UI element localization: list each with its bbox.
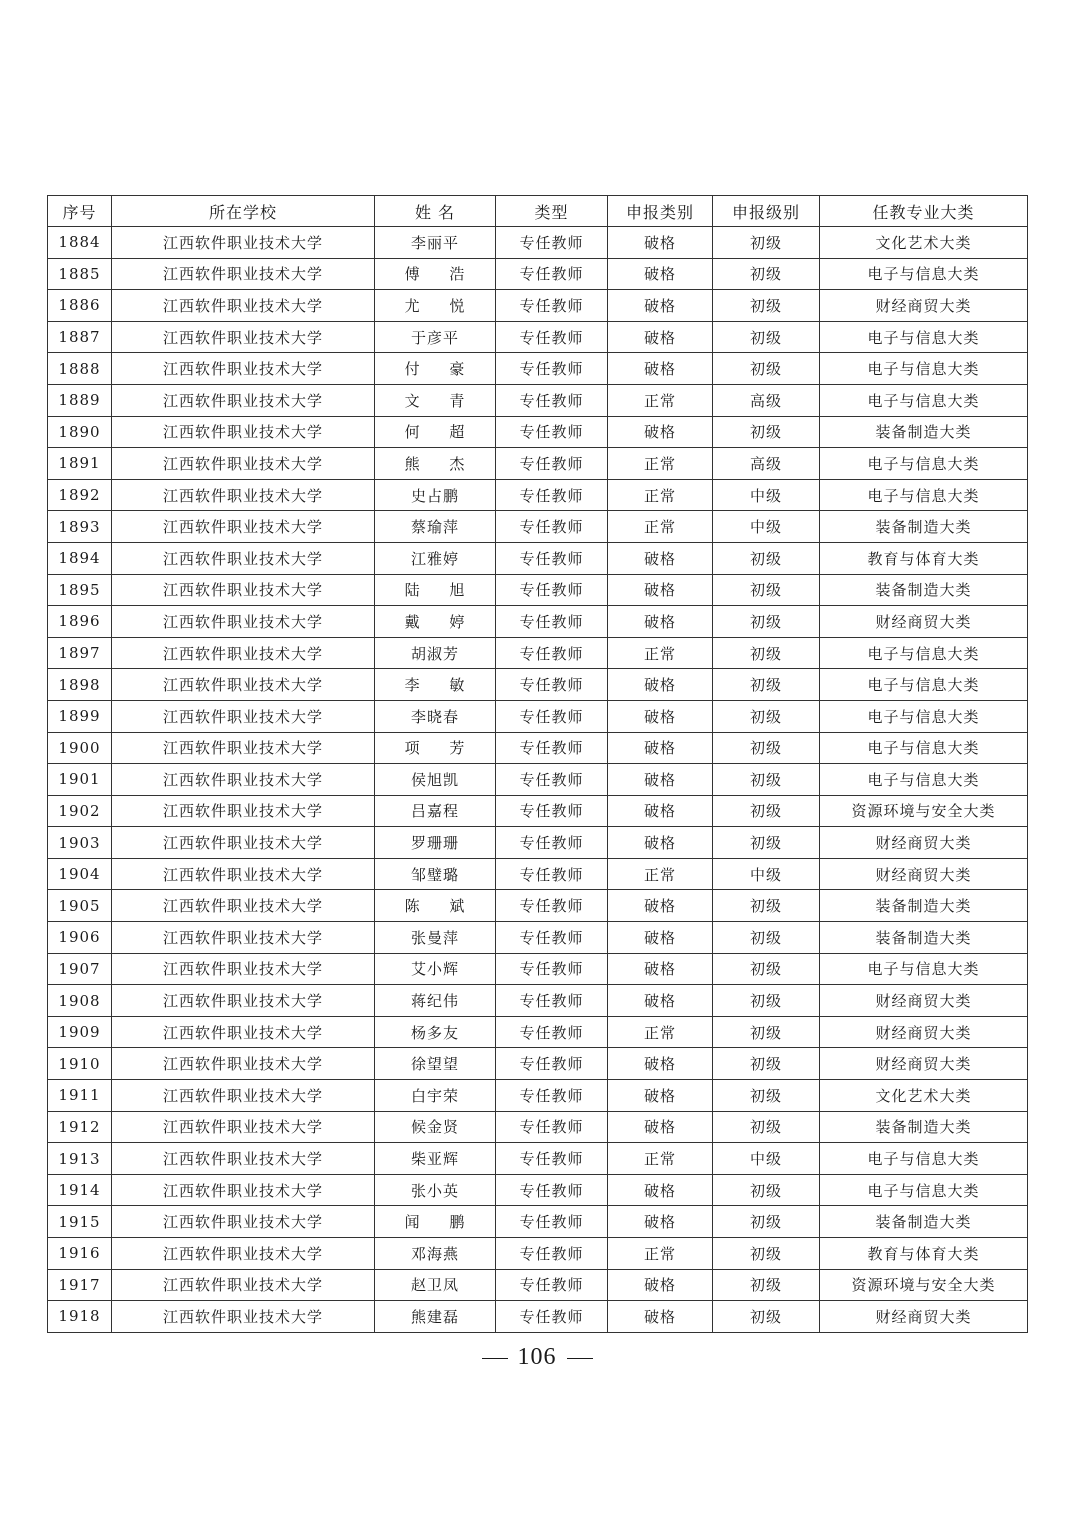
cell-application-level: 中级 — [713, 511, 820, 543]
cell-name: 吕嘉程 — [375, 795, 496, 827]
cell-school: 江西软件职业技术大学 — [112, 827, 375, 859]
cell-teaching-major: 装备制造大类 — [820, 416, 1028, 448]
cell-type: 专任教师 — [496, 764, 608, 796]
cell-teaching-major: 财经商贸大类 — [820, 858, 1028, 890]
cell-type: 专任教师 — [496, 1269, 608, 1301]
cell-application-level: 初级 — [713, 1301, 820, 1333]
cell-type: 专任教师 — [496, 258, 608, 290]
cell-serial-number: 1895 — [48, 574, 112, 606]
cell-type: 专任教师 — [496, 1111, 608, 1143]
cell-application-level: 初级 — [713, 669, 820, 701]
cell-teaching-major: 电子与信息大类 — [820, 764, 1028, 796]
cell-school: 江西软件职业技术大学 — [112, 448, 375, 480]
header-application-level: 申报级别 — [713, 196, 820, 227]
cell-type: 专任教师 — [496, 669, 608, 701]
cell-name: 李晓春 — [375, 700, 496, 732]
cell-application-category: 破格 — [608, 1080, 713, 1112]
cell-application-level: 高级 — [713, 384, 820, 416]
cell-school: 江西软件职业技术大学 — [112, 542, 375, 574]
page-number: 106 — [517, 1344, 557, 1370]
table-row — [48, 1269, 1028, 1301]
cell-teaching-major: 电子与信息大类 — [820, 479, 1028, 511]
table-row — [48, 353, 1028, 385]
cell-teaching-major: 装备制造大类 — [820, 922, 1028, 954]
cell-name: 熊 杰 — [375, 448, 496, 480]
cell-application-category: 正常 — [608, 448, 713, 480]
cell-serial-number: 1909 — [48, 1016, 112, 1048]
cell-serial-number: 1886 — [48, 290, 112, 322]
cell-type: 专任教师 — [496, 574, 608, 606]
cell-serial-number: 1912 — [48, 1111, 112, 1143]
cell-application-level: 初级 — [713, 700, 820, 732]
cell-type: 专任教师 — [496, 827, 608, 859]
table-row — [48, 858, 1028, 890]
table-row — [48, 890, 1028, 922]
cell-teaching-major: 文化艺术大类 — [820, 227, 1028, 259]
cell-serial-number: 1910 — [48, 1048, 112, 1080]
header-serial-number: 序号 — [48, 196, 112, 227]
cell-application-category: 破格 — [608, 922, 713, 954]
footer-dash-right — [567, 1358, 593, 1359]
cell-name: 邹璧璐 — [375, 858, 496, 890]
cell-type: 专任教师 — [496, 1238, 608, 1270]
cell-application-level: 初级 — [713, 1016, 820, 1048]
cell-name: 戴 婷 — [375, 606, 496, 638]
cell-name: 熊建磊 — [375, 1301, 496, 1333]
cell-application-category: 破格 — [608, 953, 713, 985]
cell-type: 专任教师 — [496, 922, 608, 954]
cell-application-level: 初级 — [713, 637, 820, 669]
cell-name: 何 超 — [375, 416, 496, 448]
cell-name: 蔡瑜萍 — [375, 511, 496, 543]
cell-serial-number: 1889 — [48, 384, 112, 416]
cell-application-level: 初级 — [713, 290, 820, 322]
cell-application-category: 破格 — [608, 290, 713, 322]
cell-application-category: 破格 — [608, 1206, 713, 1238]
table-row — [48, 542, 1028, 574]
cell-application-category: 破格 — [608, 574, 713, 606]
cell-serial-number: 1893 — [48, 511, 112, 543]
cell-application-level: 初级 — [713, 732, 820, 764]
cell-application-category: 破格 — [608, 827, 713, 859]
cell-application-level: 初级 — [713, 1206, 820, 1238]
cell-school: 江西软件职业技术大学 — [112, 479, 375, 511]
cell-serial-number: 1898 — [48, 669, 112, 701]
cell-application-category: 破格 — [608, 669, 713, 701]
cell-teaching-major: 电子与信息大类 — [820, 448, 1028, 480]
table-row — [48, 384, 1028, 416]
cell-application-level: 高级 — [713, 448, 820, 480]
table-row — [48, 574, 1028, 606]
cell-serial-number: 1918 — [48, 1301, 112, 1333]
cell-application-level: 初级 — [713, 764, 820, 796]
cell-application-level: 初级 — [713, 795, 820, 827]
cell-type: 专任教师 — [496, 511, 608, 543]
cell-teaching-major: 装备制造大类 — [820, 1111, 1028, 1143]
cell-teaching-major: 装备制造大类 — [820, 511, 1028, 543]
cell-application-level: 初级 — [713, 227, 820, 259]
cell-application-level: 初级 — [713, 985, 820, 1017]
cell-school: 江西软件职业技术大学 — [112, 795, 375, 827]
cell-application-category: 破格 — [608, 258, 713, 290]
cell-name: 白宇荣 — [375, 1080, 496, 1112]
cell-school: 江西软件职业技术大学 — [112, 384, 375, 416]
cell-school: 江西软件职业技术大学 — [112, 732, 375, 764]
cell-school: 江西软件职业技术大学 — [112, 606, 375, 638]
cell-school: 江西软件职业技术大学 — [112, 1238, 375, 1270]
table-row — [48, 732, 1028, 764]
footer-dash-left — [482, 1358, 508, 1359]
cell-name: 胡淑芳 — [375, 637, 496, 669]
cell-serial-number: 1897 — [48, 637, 112, 669]
table-row — [48, 290, 1028, 322]
cell-application-level: 初级 — [713, 1048, 820, 1080]
table-row — [48, 669, 1028, 701]
cell-serial-number: 1904 — [48, 858, 112, 890]
cell-school: 江西软件职业技术大学 — [112, 1174, 375, 1206]
cell-name: 陆 旭 — [375, 574, 496, 606]
cell-application-level: 初级 — [713, 922, 820, 954]
cell-type: 专任教师 — [496, 542, 608, 574]
table-row — [48, 416, 1028, 448]
cell-school: 江西软件职业技术大学 — [112, 1269, 375, 1301]
cell-type: 专任教师 — [496, 985, 608, 1017]
cell-type: 专任教师 — [496, 732, 608, 764]
cell-application-level: 初级 — [713, 321, 820, 353]
cell-application-level: 中级 — [713, 1143, 820, 1175]
cell-teaching-major: 装备制造大类 — [820, 890, 1028, 922]
cell-teaching-major: 电子与信息大类 — [820, 258, 1028, 290]
cell-name: 柴亚辉 — [375, 1143, 496, 1175]
cell-application-category: 正常 — [608, 637, 713, 669]
cell-teaching-major: 电子与信息大类 — [820, 353, 1028, 385]
cell-type: 专任教师 — [496, 321, 608, 353]
cell-school: 江西软件职业技术大学 — [112, 574, 375, 606]
cell-application-category: 破格 — [608, 542, 713, 574]
cell-school: 江西软件职业技术大学 — [112, 1111, 375, 1143]
table-row — [48, 1174, 1028, 1206]
table-row — [48, 511, 1028, 543]
cell-school: 江西软件职业技术大学 — [112, 1206, 375, 1238]
cell-name: 陈 斌 — [375, 890, 496, 922]
cell-school: 江西软件职业技术大学 — [112, 700, 375, 732]
cell-serial-number: 1911 — [48, 1080, 112, 1112]
table-row — [48, 321, 1028, 353]
cell-serial-number: 1902 — [48, 795, 112, 827]
table-row — [48, 700, 1028, 732]
cell-application-category: 破格 — [608, 700, 713, 732]
cell-name: 侯旭凯 — [375, 764, 496, 796]
cell-name: 赵卫凤 — [375, 1269, 496, 1301]
cell-application-category: 正常 — [608, 1143, 713, 1175]
cell-application-category: 破格 — [608, 606, 713, 638]
cell-teaching-major: 电子与信息大类 — [820, 384, 1028, 416]
cell-serial-number: 1899 — [48, 700, 112, 732]
cell-type: 专任教师 — [496, 858, 608, 890]
cell-type: 专任教师 — [496, 1206, 608, 1238]
cell-serial-number: 1914 — [48, 1174, 112, 1206]
cell-application-category: 破格 — [608, 227, 713, 259]
cell-type: 专任教师 — [496, 1143, 608, 1175]
cell-application-level: 初级 — [713, 1080, 820, 1112]
cell-serial-number: 1896 — [48, 606, 112, 638]
cell-name: 李丽平 — [375, 227, 496, 259]
cell-school: 江西软件职业技术大学 — [112, 890, 375, 922]
cell-name: 尤 悦 — [375, 290, 496, 322]
table-row — [48, 258, 1028, 290]
cell-teaching-major: 装备制造大类 — [820, 574, 1028, 606]
cell-school: 江西软件职业技术大学 — [112, 416, 375, 448]
table-row — [48, 1238, 1028, 1270]
cell-serial-number: 1907 — [48, 953, 112, 985]
cell-serial-number: 1900 — [48, 732, 112, 764]
cell-application-level: 初级 — [713, 574, 820, 606]
header-teaching-major: 任教专业大类 — [820, 196, 1028, 227]
cell-serial-number: 1917 — [48, 1269, 112, 1301]
cell-application-category: 正常 — [608, 1238, 713, 1270]
table-body — [48, 227, 1028, 1333]
cell-serial-number: 1906 — [48, 922, 112, 954]
cell-teaching-major: 电子与信息大类 — [820, 700, 1028, 732]
cell-application-category: 正常 — [608, 858, 713, 890]
cell-teaching-major: 教育与体育大类 — [820, 542, 1028, 574]
cell-school: 江西软件职业技术大学 — [112, 858, 375, 890]
cell-school: 江西软件职业技术大学 — [112, 985, 375, 1017]
cell-teaching-major: 电子与信息大类 — [820, 637, 1028, 669]
cell-type: 专任教师 — [496, 1080, 608, 1112]
cell-name: 张曼萍 — [375, 922, 496, 954]
cell-application-category: 破格 — [608, 321, 713, 353]
cell-teaching-major: 财经商贸大类 — [820, 985, 1028, 1017]
cell-type: 专任教师 — [496, 953, 608, 985]
cell-application-category: 破格 — [608, 1174, 713, 1206]
cell-application-category: 破格 — [608, 1048, 713, 1080]
cell-application-level: 初级 — [713, 416, 820, 448]
cell-school: 江西软件职业技术大学 — [112, 1143, 375, 1175]
cell-serial-number: 1892 — [48, 479, 112, 511]
cell-application-category: 破格 — [608, 764, 713, 796]
cell-type: 专任教师 — [496, 795, 608, 827]
cell-teaching-major: 电子与信息大类 — [820, 953, 1028, 985]
cell-name: 蒋纪伟 — [375, 985, 496, 1017]
cell-application-category: 破格 — [608, 732, 713, 764]
cell-school: 江西软件职业技术大学 — [112, 953, 375, 985]
cell-application-level: 初级 — [713, 890, 820, 922]
table-row — [48, 1301, 1028, 1333]
cell-serial-number: 1887 — [48, 321, 112, 353]
table-row — [48, 448, 1028, 480]
cell-teaching-major: 财经商贸大类 — [820, 1016, 1028, 1048]
cell-serial-number: 1890 — [48, 416, 112, 448]
cell-serial-number: 1901 — [48, 764, 112, 796]
cell-application-category: 破格 — [608, 1111, 713, 1143]
cell-application-level: 中级 — [713, 479, 820, 511]
cell-serial-number: 1903 — [48, 827, 112, 859]
cell-teaching-major: 财经商贸大类 — [820, 606, 1028, 638]
table-row — [48, 479, 1028, 511]
cell-application-category: 破格 — [608, 795, 713, 827]
cell-application-level: 初级 — [713, 542, 820, 574]
header-application-category: 申报类别 — [608, 196, 713, 227]
cell-application-category: 正常 — [608, 1016, 713, 1048]
table-header-row — [48, 196, 1028, 227]
cell-application-level: 初级 — [713, 353, 820, 385]
table-row — [48, 922, 1028, 954]
cell-school: 江西软件职业技术大学 — [112, 922, 375, 954]
cell-application-category: 破格 — [608, 890, 713, 922]
page-footer — [0, 1344, 1074, 1378]
cell-name: 傅 浩 — [375, 258, 496, 290]
cell-serial-number: 1888 — [48, 353, 112, 385]
cell-application-level: 初级 — [713, 1238, 820, 1270]
cell-application-level: 中级 — [713, 858, 820, 890]
cell-type: 专任教师 — [496, 637, 608, 669]
cell-application-category: 破格 — [608, 416, 713, 448]
cell-name: 文 青 — [375, 384, 496, 416]
cell-name: 罗珊珊 — [375, 827, 496, 859]
cell-serial-number: 1891 — [48, 448, 112, 480]
table-row — [48, 1206, 1028, 1238]
cell-application-level: 初级 — [713, 827, 820, 859]
cell-type: 专任教师 — [496, 416, 608, 448]
cell-school: 江西软件职业技术大学 — [112, 511, 375, 543]
cell-teaching-major: 资源环境与安全大类 — [820, 1269, 1028, 1301]
cell-name: 徐望望 — [375, 1048, 496, 1080]
cell-type: 专任教师 — [496, 700, 608, 732]
cell-school: 江西软件职业技术大学 — [112, 258, 375, 290]
cell-school: 江西软件职业技术大学 — [112, 1301, 375, 1333]
cell-school: 江西软件职业技术大学 — [112, 1048, 375, 1080]
cell-serial-number: 1908 — [48, 985, 112, 1017]
cell-school: 江西软件职业技术大学 — [112, 764, 375, 796]
table-row — [48, 227, 1028, 259]
cell-teaching-major: 资源环境与安全大类 — [820, 795, 1028, 827]
cell-application-category: 正常 — [608, 511, 713, 543]
cell-application-level: 初级 — [713, 258, 820, 290]
table-row — [48, 1111, 1028, 1143]
cell-application-category: 正常 — [608, 479, 713, 511]
table-row — [48, 1016, 1028, 1048]
cell-teaching-major: 电子与信息大类 — [820, 321, 1028, 353]
cell-school: 江西软件职业技术大学 — [112, 1016, 375, 1048]
cell-school: 江西软件职业技术大学 — [112, 637, 375, 669]
cell-name: 付 豪 — [375, 353, 496, 385]
cell-serial-number: 1913 — [48, 1143, 112, 1175]
cell-type: 专任教师 — [496, 448, 608, 480]
cell-teaching-major: 电子与信息大类 — [820, 732, 1028, 764]
cell-serial-number: 1884 — [48, 227, 112, 259]
cell-type: 专任教师 — [496, 1174, 608, 1206]
cell-type: 专任教师 — [496, 606, 608, 638]
cell-type: 专任教师 — [496, 290, 608, 322]
cell-name: 江雅婷 — [375, 542, 496, 574]
cell-application-category: 破格 — [608, 1269, 713, 1301]
cell-teaching-major: 电子与信息大类 — [820, 669, 1028, 701]
cell-name: 张小英 — [375, 1174, 496, 1206]
header-type: 类型 — [496, 196, 608, 227]
cell-teaching-major: 财经商贸大类 — [820, 290, 1028, 322]
cell-teaching-major: 财经商贸大类 — [820, 827, 1028, 859]
table-row — [48, 606, 1028, 638]
cell-application-category: 破格 — [608, 353, 713, 385]
table-row — [48, 1048, 1028, 1080]
cell-name: 史占鹏 — [375, 479, 496, 511]
cell-name: 项 芳 — [375, 732, 496, 764]
cell-type: 专任教师 — [496, 1016, 608, 1048]
cell-serial-number: 1915 — [48, 1206, 112, 1238]
cell-serial-number: 1916 — [48, 1238, 112, 1270]
table-row — [48, 1143, 1028, 1175]
table-row — [48, 637, 1028, 669]
table-row — [48, 764, 1028, 796]
cell-application-level: 初级 — [713, 1269, 820, 1301]
cell-teaching-major: 电子与信息大类 — [820, 1143, 1028, 1175]
cell-application-level: 初级 — [713, 953, 820, 985]
cell-name: 邓海燕 — [375, 1238, 496, 1270]
cell-school: 江西软件职业技术大学 — [112, 290, 375, 322]
cell-type: 专任教师 — [496, 479, 608, 511]
cell-teaching-major: 电子与信息大类 — [820, 1174, 1028, 1206]
table-row — [48, 953, 1028, 985]
cell-serial-number: 1894 — [48, 542, 112, 574]
cell-school: 江西软件职业技术大学 — [112, 321, 375, 353]
cell-application-category: 破格 — [608, 985, 713, 1017]
cell-teaching-major: 财经商贸大类 — [820, 1301, 1028, 1333]
cell-type: 专任教师 — [496, 227, 608, 259]
cell-application-level: 初级 — [713, 1174, 820, 1206]
cell-teaching-major: 教育与体育大类 — [820, 1238, 1028, 1270]
cell-type: 专任教师 — [496, 353, 608, 385]
cell-serial-number: 1885 — [48, 258, 112, 290]
cell-type: 专任教师 — [496, 1301, 608, 1333]
cell-type: 专任教师 — [496, 1048, 608, 1080]
cell-application-level: 初级 — [713, 1111, 820, 1143]
cell-name: 艾小辉 — [375, 953, 496, 985]
cell-name: 候金贤 — [375, 1111, 496, 1143]
cell-school: 江西软件职业技术大学 — [112, 669, 375, 701]
cell-application-level: 初级 — [713, 606, 820, 638]
table-row — [48, 1080, 1028, 1112]
cell-teaching-major: 财经商贸大类 — [820, 1048, 1028, 1080]
table-row — [48, 985, 1028, 1017]
cell-serial-number: 1905 — [48, 890, 112, 922]
table-row — [48, 795, 1028, 827]
cell-name: 杨多友 — [375, 1016, 496, 1048]
cell-teaching-major: 文化艺术大类 — [820, 1080, 1028, 1112]
cell-type: 专任教师 — [496, 384, 608, 416]
cell-application-category: 破格 — [608, 1301, 713, 1333]
cell-school: 江西软件职业技术大学 — [112, 353, 375, 385]
cell-name: 李 敏 — [375, 669, 496, 701]
cell-type: 专任教师 — [496, 890, 608, 922]
header-school: 所在学校 — [112, 196, 375, 227]
header-name: 姓 名 — [375, 196, 496, 227]
roster-table — [47, 195, 1028, 1333]
cell-name: 闻 鹏 — [375, 1206, 496, 1238]
cell-school: 江西软件职业技术大学 — [112, 1080, 375, 1112]
table-row — [48, 827, 1028, 859]
cell-application-category: 正常 — [608, 384, 713, 416]
cell-school: 江西软件职业技术大学 — [112, 227, 375, 259]
cell-teaching-major: 装备制造大类 — [820, 1206, 1028, 1238]
cell-name: 于彦平 — [375, 321, 496, 353]
